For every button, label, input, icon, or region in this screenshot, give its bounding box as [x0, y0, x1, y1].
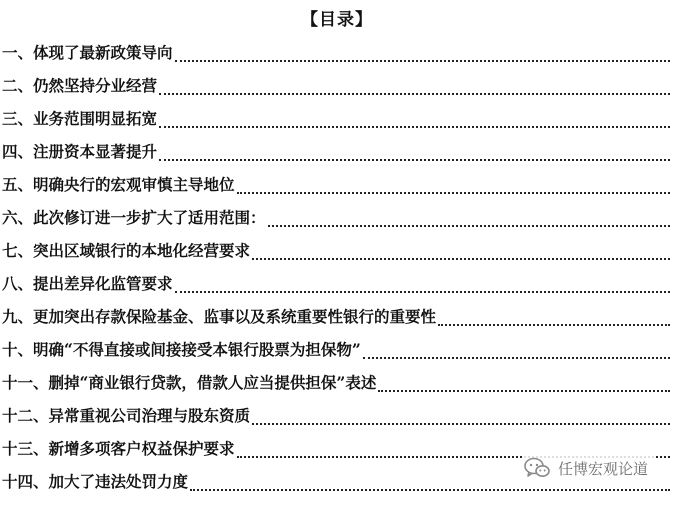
toc-item[interactable] — [0, 142, 674, 175]
toc-item-number: 八、 — [2, 274, 34, 293]
toc-item-text: 仍然坚持分业经营 — [33, 76, 158, 95]
toc-item[interactable] — [0, 175, 674, 208]
toc-item-text: 此次修订进一步扩大了适用范围： — [33, 208, 266, 227]
toc-item-text: 异常重视公司治理与股东资质 — [48, 406, 251, 425]
toc-item-label — [0, 406, 250, 426]
toc-list — [0, 43, 674, 505]
dot-leader — [378, 373, 670, 392]
dot-leader — [175, 43, 670, 62]
toc-item[interactable] — [0, 274, 674, 307]
toc-item-number: 十四、 — [2, 472, 49, 491]
toc-item-text: 明确央行的宏观审慎主导地位 — [33, 175, 235, 194]
toc-item-label — [0, 43, 173, 63]
toc-item-number: 十、 — [2, 340, 34, 359]
dot-leader — [438, 307, 670, 326]
toc-item-label — [0, 142, 157, 162]
toc-item-text: 明确“不得直接或间接接受本银行股票为担保物” — [33, 340, 361, 359]
dot-leader — [363, 340, 670, 359]
toc-item-text: 提出差异化监管要求 — [33, 274, 173, 293]
dot-leader — [237, 175, 670, 194]
toc-item-label — [0, 472, 188, 492]
wechat-icon — [524, 457, 550, 479]
toc-item-number: 十三、 — [2, 439, 49, 458]
toc-item-label — [0, 241, 250, 261]
dot-leader — [268, 208, 670, 227]
toc-item-text: 注册资本显著提升 — [33, 142, 158, 161]
toc-item-text: 体现了最新政策导向 — [33, 43, 173, 62]
toc-item-text: 业务范围明显拓宽 — [33, 109, 158, 128]
toc-item-label — [0, 274, 173, 294]
toc-item[interactable] — [0, 406, 674, 439]
dot-leader — [175, 274, 670, 293]
toc-item-label — [0, 439, 235, 459]
toc-item[interactable] — [0, 109, 674, 142]
toc-item-label — [0, 109, 157, 129]
toc-item-label — [0, 76, 157, 96]
toc-item-text: 新增多项客户权益保护要求 — [48, 439, 235, 458]
toc-item-label — [0, 307, 436, 327]
toc-item[interactable] — [0, 241, 674, 274]
dot-leader — [252, 241, 670, 260]
toc-item-text: 更加突出存款保险基金、监事以及系统重要性银行的重要性 — [33, 307, 437, 326]
toc-item-number: 七、 — [2, 241, 34, 260]
toc-item-label — [0, 340, 361, 360]
toc-item-label — [0, 175, 235, 195]
dot-leader — [159, 142, 670, 161]
toc-item[interactable] — [0, 208, 674, 241]
toc-item-number: 五、 — [2, 175, 34, 194]
toc-item-number: 十二、 — [2, 406, 49, 425]
toc-item[interactable] — [0, 373, 674, 406]
toc-item-text: 删掉“商业银行贷款，借款人应当提供担保”表述 — [48, 373, 377, 392]
toc-item-label — [0, 373, 376, 393]
toc-item[interactable] — [0, 307, 674, 340]
toc-item-number: 一、 — [2, 43, 34, 62]
toc-item-number: 二、 — [2, 76, 34, 95]
toc-item-number: 九、 — [2, 307, 34, 326]
toc-item-number: 四、 — [2, 142, 34, 161]
toc-item-text: 加大了违法处罚力度 — [48, 472, 189, 491]
toc-item-number: 十一、 — [2, 373, 49, 392]
toc-title: 【目录】 — [301, 10, 373, 30]
toc-item-text: 突出区域银行的本地化经营要求 — [33, 241, 251, 260]
toc-item[interactable] — [0, 43, 674, 76]
watermark — [522, 455, 654, 481]
watermark-text: 任博宏观论道 — [558, 459, 649, 478]
dot-leader — [252, 406, 670, 425]
toc-item-number: 六、 — [2, 208, 34, 227]
toc-item[interactable] — [0, 340, 674, 373]
toc-item[interactable] — [0, 76, 674, 109]
toc-item-label — [0, 208, 266, 228]
dot-leader — [159, 109, 670, 128]
toc-item-number: 三、 — [2, 109, 34, 128]
dot-leader — [159, 76, 670, 95]
